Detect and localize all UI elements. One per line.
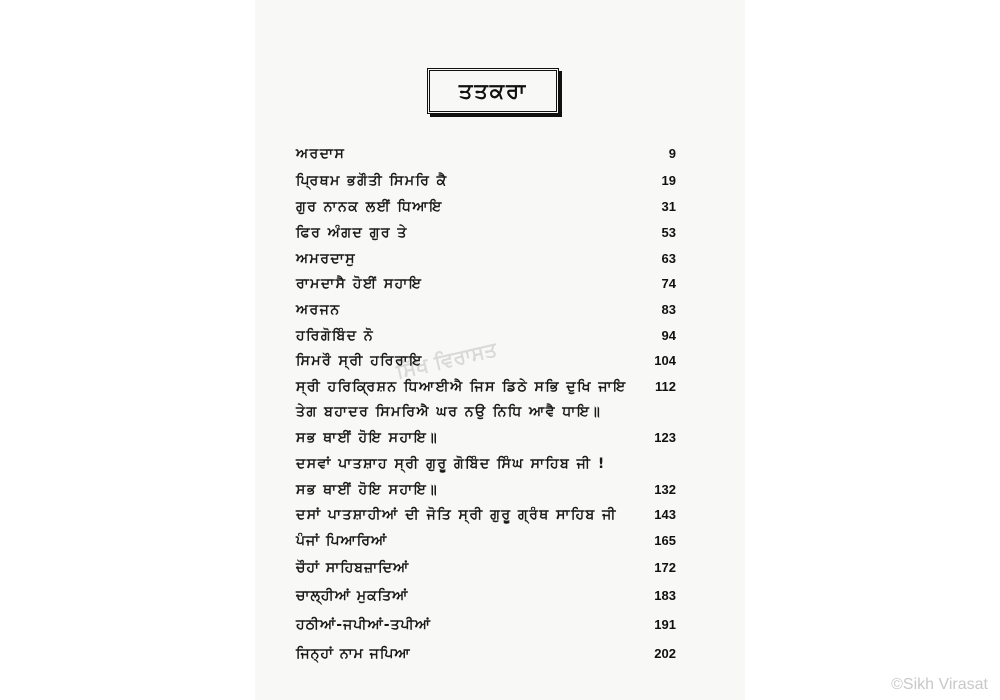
toc-entry — [296, 617, 681, 641]
toc-entry — [296, 507, 681, 531]
toc-entry-label: ਦਸਵਾਂ ਪਾਤਸ਼ਾਹ ਸ੍ਰੀ ਗੁਰੂ ਗੋਬਿੰਦ ਸਿੰਘ ਸਾਹਿਬ ਜੀ ! — [296, 456, 606, 472]
toc-entry — [296, 328, 681, 352]
toc-entry-page: 9 — [668, 146, 676, 161]
toc-entry-label: ਸਿਮਰੌ ਸ੍ਰੀ ਹਰਿਰਾਇ — [296, 353, 423, 369]
toc-entry — [296, 353, 681, 377]
toc-entry-page: 53 — [661, 225, 676, 240]
toc-entry-label: ਦਸਾਂ ਪਾਤਸ਼ਾਹੀਆਂ ਦੀ ਜੋਤਿ ਸ੍ਰੀ ਗੁਰੂ ਗ੍ਰੰਥ ਸਾਹਿਬ ਜੀ — [296, 507, 618, 523]
toc-entry-page: 63 — [661, 251, 676, 266]
toc-entry-page: 83 — [661, 302, 676, 317]
toc-entry — [296, 302, 681, 326]
page-title: ਤਤਕਰਾ — [458, 78, 528, 103]
toc-entry-page: 19 — [661, 173, 676, 188]
toc-entry-label: ਅਮਰਦਾਸੁ — [296, 251, 357, 267]
toc-entry-label: ਸਭ ਥਾਈਂ ਹੋਇ ਸਹਾਇ॥ — [296, 430, 439, 446]
toc-entry-page: 74 — [661, 276, 676, 291]
toc-entry — [296, 430, 681, 454]
toc-entry-label: ਪੰਜਾਂ ਪਿਆਰਿਆਂ — [296, 533, 388, 549]
toc-entry — [296, 533, 681, 557]
toc-entry — [296, 225, 681, 249]
toc-entry-page: 104 — [654, 353, 676, 368]
toc-entry-page: 31 — [661, 199, 676, 214]
copyright-notice: ©Sikh Virasat — [891, 676, 988, 693]
toc-entry-label: ਗੁਰ ਨਾਨਕ ਲਈਂ ਧਿਆਇ — [296, 199, 443, 215]
toc-entry-label: ਹਠੀਆਂ-ਜਪੀਆਂ-ਤਪੀਆਂ — [296, 617, 432, 633]
toc-entry — [296, 560, 681, 584]
toc-entry — [296, 482, 681, 506]
toc-entry — [296, 404, 681, 428]
toc-entry-page: 202 — [654, 646, 676, 661]
toc-entry-page: 165 — [654, 533, 676, 548]
toc-entry-label: ਜਿਨ੍ਹਾਂ ਨਾਮ ਜਪਿਆ — [296, 646, 411, 662]
toc-entry-label: ਰਾਮਦਾਸੈ ਹੋਈਂ ਸਹਾਇ — [296, 276, 423, 292]
toc-entry-page: 191 — [654, 617, 676, 632]
toc-entry — [296, 251, 681, 275]
toc-entry-label: ਅਰਦਾਸ — [296, 146, 346, 162]
toc-entry-page: 123 — [654, 430, 676, 445]
toc-entry-label: ਸਭ ਥਾਈਂ ਹੋਇ ਸਹਾਇ॥ — [296, 482, 439, 498]
toc-entry — [296, 276, 681, 300]
toc-entry-label: ਚਾਲ੍ਹੀਆਂ ਮੁਕਤਿਆਂ — [296, 588, 409, 604]
toc-entry — [296, 646, 681, 670]
toc-entry — [296, 588, 681, 612]
toc-entry-label: ਸ੍ਰੀ ਹਰਿਕ੍ਰਿਸ਼ਨ ਧਿਆਈਐ ਜਿਸ ਡਿਠੇ ਸਭਿ ਦੁਖਿ ਜਾਇ — [296, 379, 627, 395]
toc-entry-label: ਪ੍ਰਿਥਮ ਭਗੌਤੀ ਸਿਮਰਿ ਕੈ — [296, 173, 448, 189]
watermark: ਸਿੱਖ ਵਿਰਾਸਤ — [393, 336, 499, 384]
toc-entry-label: ਅਰਜਨ — [296, 302, 341, 318]
toc-entry-page: 94 — [661, 328, 676, 343]
toc-entry-page: 132 — [654, 482, 676, 497]
toc-entry — [296, 379, 681, 403]
toc-entry — [296, 456, 681, 480]
toc-entry-label: ਹਰਿਗੋਬਿੰਦ ਨੋ — [296, 328, 375, 344]
toc-entry — [296, 199, 681, 223]
toc-entry — [296, 146, 681, 170]
toc-entry-page: 183 — [654, 588, 676, 603]
toc-entry-label: ਫਿਰ ਅੰਗਦ ਗੁਰ ਤੇ — [296, 225, 408, 241]
toc-entry-page: 112 — [655, 379, 676, 394]
toc-entry-label: ਤੇਗ ਬਹਾਦਰ ਸਿਮਰਿਐ ਘਰ ਨਉ ਨਿਧਿ ਆਵੈ ਧਾਇ॥ — [296, 404, 602, 420]
toc-entry-page: 172 — [654, 560, 676, 575]
toc-entry — [296, 173, 681, 197]
toc-entry-label: ਚੌਹਾਂ ਸਾਹਿਬਜ਼ਾਦਿਆਂ — [296, 560, 410, 576]
toc-entry-page: 143 — [654, 507, 676, 522]
